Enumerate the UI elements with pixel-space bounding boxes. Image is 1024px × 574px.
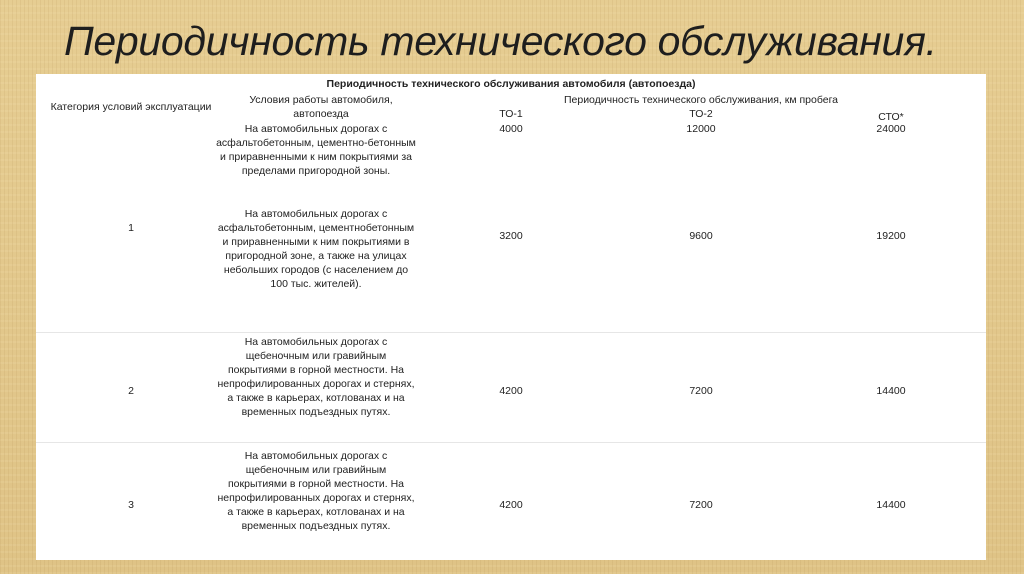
- row-divider: [36, 332, 986, 333]
- slide-title: Периодичность технического обслуживания.: [64, 18, 937, 64]
- row-divider: [36, 442, 986, 443]
- table-caption: Периодичность технического обслуживания автомобиля (автопоезда): [326, 78, 696, 90]
- row1-a-to2: 12000: [686, 123, 716, 135]
- header-to1: ТО-1: [499, 108, 523, 120]
- maintenance-table: [36, 74, 986, 560]
- row3-to2: 7200: [689, 499, 713, 511]
- row2-to2: 7200: [689, 385, 713, 397]
- header-sto: СТО*: [878, 111, 904, 123]
- row3-to1: 4200: [499, 499, 523, 511]
- header-periodicity: Периодичность технического обслуживания, км пробега: [563, 94, 839, 106]
- row2-category: 2: [128, 385, 134, 397]
- row1-condition-a: На автомобильных дорогах с асфальтобетонным, цементно-бетонным и приравненными к ним покрытиями за пределами пригородной зоны.: [216, 123, 416, 177]
- row1-a-to1: 4000: [499, 123, 523, 135]
- row1-category: 1: [128, 222, 134, 234]
- row2-to1: 4200: [499, 385, 523, 397]
- row3-condition: На автомобильных дорогах с щебеночным или гравийным покрытиями в горной местности. На непрофилированных дорогах и стернях, а также в карьерах, котлованах и на временных подъездных путях.: [217, 450, 415, 532]
- row1-a-sto: 24000: [876, 123, 906, 135]
- row1-condition-b: На автомобильных дорогах с асфальтобетонным, цементнобетонным и приравненными к ним покрытиями в пригородной зоне, а также на улицах небольших городов (с населением до 100 тыс. жителей).: [217, 208, 415, 290]
- header-to2: ТО-2: [689, 108, 713, 120]
- row2-condition: На автомобильных дорогах с щебеночным или гравийным покрытиями в горной местности. На непрофилированных дорогах и стернях, а также в карьерах, котлованах и на временных подъездных путях.: [217, 336, 415, 418]
- header-conditions: Условия работы автомобиля, автопоезда: [249, 94, 393, 120]
- row1-b-sto: 19200: [876, 230, 906, 242]
- row3-sto: 14400: [876, 499, 906, 511]
- header-category: Категория условий эксплуатации: [50, 101, 212, 113]
- row3-category: 3: [128, 499, 134, 511]
- row1-b-to2: 9600: [689, 230, 713, 242]
- row1-b-to1: 3200: [499, 230, 523, 242]
- row2-sto: 14400: [876, 385, 906, 397]
